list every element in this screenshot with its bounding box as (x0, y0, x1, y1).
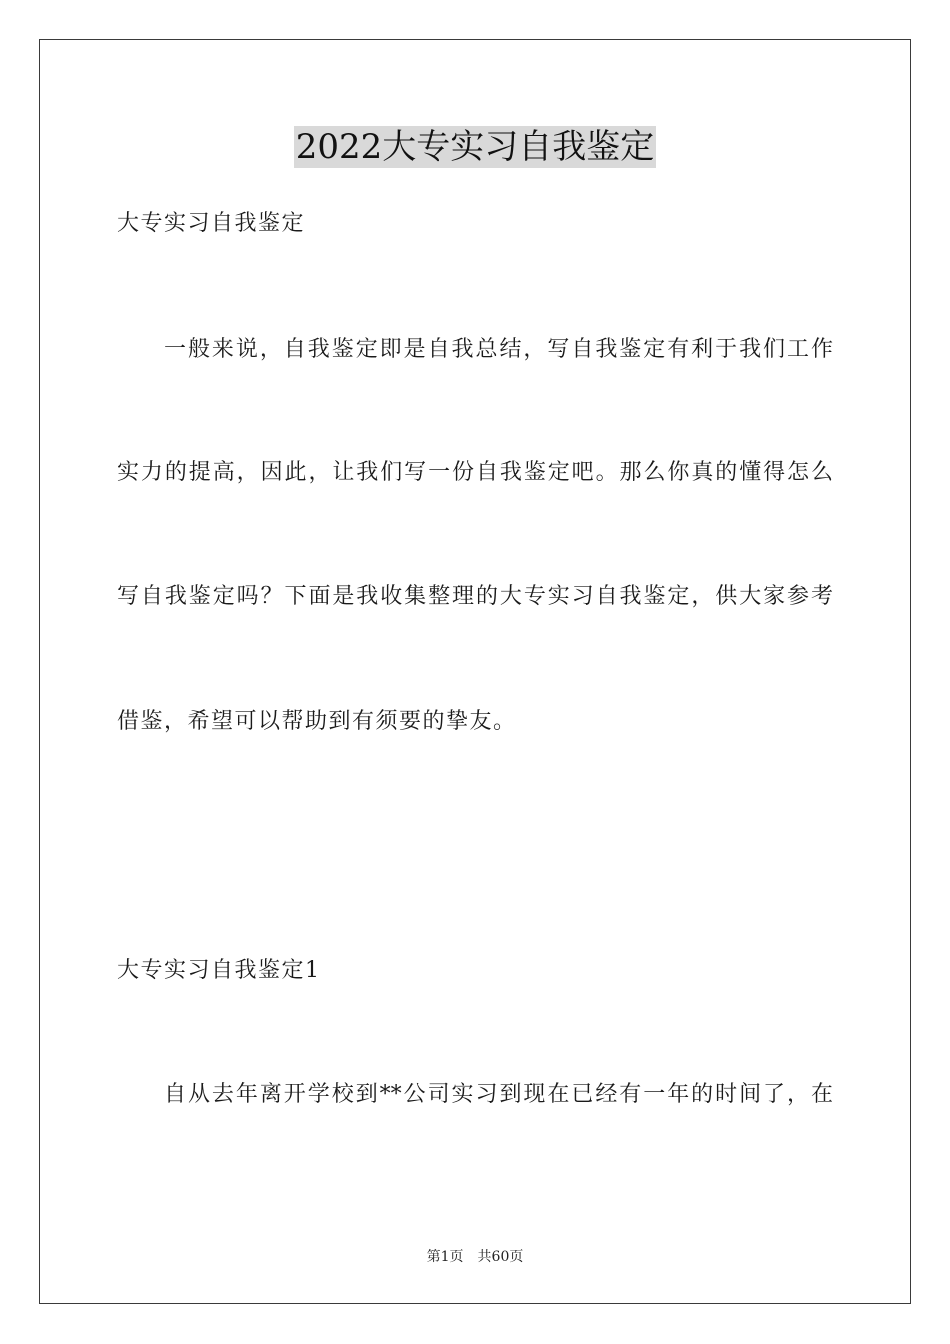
section-heading: 大专实习自我鉴定1 (117, 958, 321, 983)
intro-line-2: 实力的提高，因此，让我们写一份自我鉴定吧。那么你真的懂得怎么 (117, 460, 833, 485)
title-container (0, 126, 950, 168)
intro-line-3: 写自我鉴定吗？下面是我收集整理的大专实习自我鉴定，供大家参考 (117, 584, 833, 609)
section-first-line: 自从去年离开学校到**公司实习到现在已经有一年的时间了，在 (164, 1082, 833, 1107)
document-title: 2022大专实习自我鉴定 (295, 127, 655, 167)
intro-line-1: 一般来说，自我鉴定即是自我总结，写自我鉴定有利于我们工作 (164, 337, 833, 362)
page-number: 第1页 (426, 1249, 464, 1265)
total-pages: 共60页 (477, 1249, 524, 1265)
intro-line-4: 借鉴，希望可以帮助到有须要的挚友。 (117, 709, 517, 734)
subtitle: 大专实习自我鉴定 (117, 211, 306, 236)
page-footer (0, 1248, 950, 1266)
